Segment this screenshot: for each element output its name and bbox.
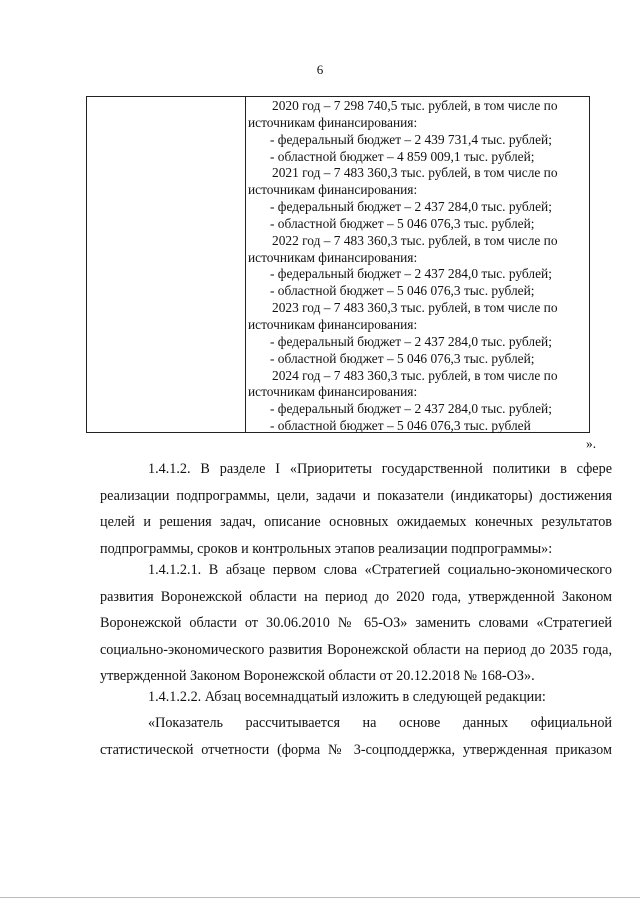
table-column-divider <box>245 97 246 432</box>
paragraph-1-4-1-2-1: 1.4.1.2.1. В абзаце первом слова «Стратегией социально-экономического развития Воронежской области на период до 2020 года, утвержденной Законом Воронежской области от 30.06.2010 № 65-ОЗ» заменить словами «Стратегией социально-экономического развития Воронежской области на период до 2035 года, утвержденной Законом Воронежской области от 20.12.2018 № 168-ОЗ». <box>100 562 612 685</box>
funding-line: - областной бюджет – 5 046 076,3 тыс. рублей; <box>270 283 535 299</box>
funding-line: источникам финансирования: <box>248 114 418 130</box>
funding-line: - федеральный бюджет – 2 437 284,0 тыс. рублей; <box>270 401 552 417</box>
funding-line: - областной бюджет – 4 859 009,1 тыс. рублей; <box>270 148 535 164</box>
funding-line: источникам финансирования: <box>248 249 418 265</box>
funding-line: - федеральный бюджет – 2 437 284,0 тыс. рублей; <box>270 199 552 215</box>
funding-line: - федеральный бюджет – 2 437 284,0 тыс. рублей; <box>270 333 552 349</box>
funding-line: 2021 год – 7 483 360,3 тыс. рублей, в том числе по <box>272 165 558 181</box>
funding-line: источникам финансирования: <box>248 316 418 332</box>
funding-line: источникам финансирования: <box>248 384 418 400</box>
paragraph-quote-start: «Показатель рассчитывается на основе данных официальной статистической отчетности (форма № 3-соцподдержка, утвержденная приказом <box>100 715 612 758</box>
funding-line: 2022 год – 7 483 360,3 тыс. рублей, в том числе по <box>272 232 558 248</box>
funding-line: - областной бюджет – 5 046 076,3 тыс. рублей; <box>270 350 535 366</box>
funding-line: 2023 год – 7 483 360,3 тыс. рублей, в том числе по <box>272 300 558 316</box>
funding-line: 2020 год – 7 298 740,5 тыс. рублей, в том числе по <box>272 98 558 113</box>
funding-line: - федеральный бюджет – 2 437 284,0 тыс. рублей; <box>270 266 552 282</box>
funding-cell <box>248 98 588 435</box>
funding-line: - областной бюджет – 5 046 076,3 тыс. рублей; <box>270 215 535 231</box>
funding-table <box>86 96 590 433</box>
funding-line: источникам финансирования: <box>248 182 418 198</box>
closing-quote: ». <box>586 436 597 451</box>
page-bottom-edge <box>0 897 640 898</box>
page-number: 6 <box>316 62 324 77</box>
funding-line: - федеральный бюджет – 2 439 731,4 тыс. рублей; <box>270 131 552 147</box>
funding-line: 2024 год – 7 483 360,3 тыс. рублей, в том числе по <box>272 367 558 383</box>
funding-line: - областной бюджет – 5 046 076,3 тыс. рублей <box>270 418 531 434</box>
paragraph-1-4-1-2: 1.4.1.2. В разделе I «Приоритеты государственной политики в сфере реализации подпрограммы, цели, задачи и показатели (индикаторы) достижения целей и решения задач, описание основных ожидаемых конечных результатов подпрограммы, сроков и контрольных этапов реализации подпрограммы»: <box>100 461 612 557</box>
paragraph-1-4-1-2-2: 1.4.1.2.2. Абзац восемнадцатый изложить в следующей редакции: <box>148 689 546 705</box>
